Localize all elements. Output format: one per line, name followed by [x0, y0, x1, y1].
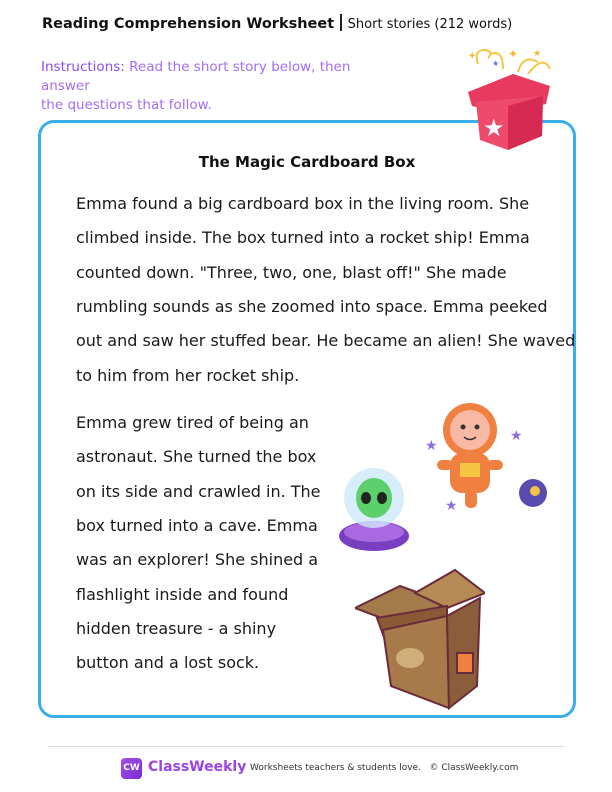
cardboard-box-illustration	[355, 568, 485, 713]
svg-text:★: ★	[510, 428, 523, 444]
story-line: flashlight inside and found	[76, 584, 289, 604]
footer-tagline	[250, 763, 518, 773]
story-line: was an explorer! She shined a	[76, 550, 319, 570]
story-line: Emma grew tired of being an	[76, 413, 309, 432]
svg-text:★: ★	[492, 59, 500, 68]
story-line: astronaut. She turned the box	[76, 447, 317, 467]
svg-text:★: ★	[445, 498, 458, 514]
tagline: Worksheets teachers & students love.	[250, 763, 421, 773]
story-line: Emma found a big cardboard box in the living room. She	[76, 194, 530, 213]
worksheet-header	[42, 14, 512, 32]
svg-text:✦: ✦	[508, 47, 519, 61]
alien-ufo-illustration	[336, 458, 426, 558]
instructions	[41, 58, 391, 115]
copyright: © ClassWeekly.com	[429, 763, 519, 773]
story-line: to him from her rocket ship.	[76, 365, 300, 385]
story-line: climbed inside. The box turned into a rocket ship! Emma	[76, 228, 530, 248]
worksheet-title: Reading Comprehension Worksheet	[42, 16, 335, 32]
story-title: The Magic Cardboard Box	[198, 153, 416, 171]
worksheet-subtitle: Short stories (212 words)	[347, 17, 513, 32]
story-line: box turned into a cave. Emma	[76, 515, 318, 535]
classweekly-logo: CW	[121, 758, 142, 779]
gift-box-illustration	[458, 44, 558, 154]
divider	[340, 14, 342, 31]
story-line: hidden treasure - a shiny	[76, 618, 277, 638]
story-line: counted down. "Three, two, one, blast off!" She made	[76, 262, 507, 282]
story-line: on its side and crawled in. The	[76, 481, 321, 501]
story-line: rumbling sounds as she zoomed into space. Emma peeked	[76, 296, 548, 316]
brand-name: ClassWeekly	[148, 759, 247, 775]
instructions-label: Instructions:	[41, 59, 125, 75]
story-line: out and saw her stuffed bear. He became an alien! She waved	[76, 331, 576, 351]
svg-text:★: ★	[533, 49, 542, 59]
instructions-text: Read the short story below, then answer	[41, 59, 351, 94]
instructions-text-2: the questions that follow.	[41, 97, 212, 113]
svg-text:★: ★	[483, 114, 505, 142]
footer-divider	[48, 746, 564, 747]
astronaut-illustration	[425, 395, 555, 515]
svg-text:★: ★	[425, 438, 438, 454]
story-line: button and a lost sock.	[76, 653, 260, 673]
svg-text:✦: ✦	[468, 51, 477, 62]
